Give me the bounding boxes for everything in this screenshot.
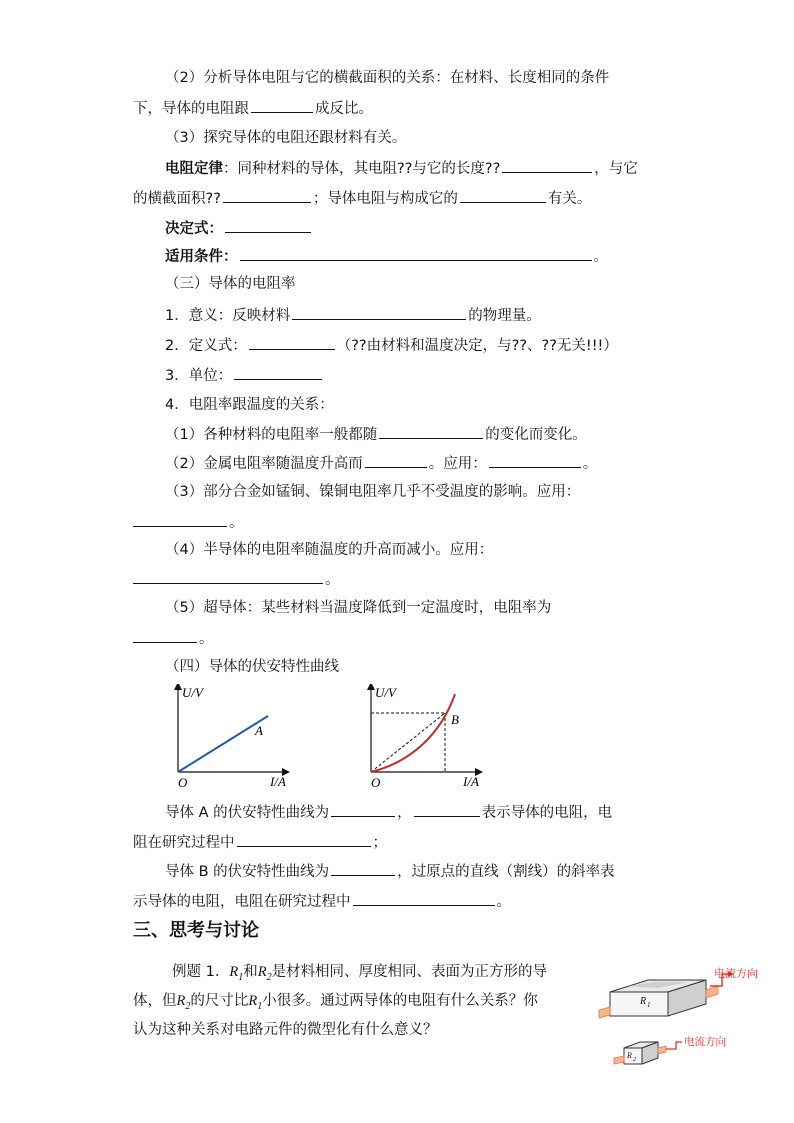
origin-label: O <box>371 775 381 790</box>
text: 3．单位： <box>165 368 233 384</box>
text: 导体 B 的伏安特性曲线为 <box>165 864 330 880</box>
curve-b-line <box>371 694 455 772</box>
svg-text:R: R <box>640 996 647 1007</box>
cond-b-line2 <box>133 891 511 912</box>
text: 。应用： <box>428 456 487 472</box>
text: 例题 1． <box>172 964 230 980</box>
answer-blank[interactable] <box>133 512 227 527</box>
para-2-line2 <box>133 98 373 119</box>
text: ， <box>397 805 412 821</box>
decide-line <box>165 218 313 239</box>
text: 的变化而变化。 <box>485 427 587 443</box>
r2-sub: 2 <box>185 1000 191 1012</box>
law-line2 <box>133 188 591 209</box>
r1-sub: 1 <box>238 971 244 983</box>
text: ，过原点的直线（割线）的斜率表 <box>397 864 615 880</box>
origin-label: O <box>178 775 188 790</box>
law-label: 电阻定律 <box>165 161 223 177</box>
answer-blank[interactable] <box>331 861 395 876</box>
law-line1 <box>165 158 638 179</box>
cond-b-line1 <box>165 861 615 882</box>
r1-sub: 1 <box>257 1000 263 1012</box>
rho-5: （5）超导体：某些材料当温度降低到一定温度时，电阻率为 <box>165 600 552 616</box>
svg-text:1: 1 <box>647 1001 651 1009</box>
text: 小很多。通过两导体的电阻有什么关系？你 <box>262 993 538 1009</box>
curve-b-label: B <box>451 712 459 727</box>
item-4: 4．电阻率跟温度的关系： <box>165 397 334 413</box>
text: （1）各种材料的电阻率一般都随 <box>165 427 378 443</box>
text: 。 <box>199 631 214 647</box>
r1-symbol: R <box>248 993 258 1009</box>
graph-a <box>168 684 298 794</box>
rho-3-cont <box>133 512 244 533</box>
secant-line <box>371 713 445 772</box>
resistor-blocks-figure <box>596 966 766 1078</box>
answer-blank[interactable] <box>225 218 311 233</box>
answer-blank[interactable] <box>489 453 581 468</box>
cond-a-line1 <box>165 802 612 823</box>
answer-blank[interactable] <box>234 365 322 380</box>
apply-label: 适用条件： <box>165 249 238 265</box>
text: （2）金属电阻率随温度升高而 <box>165 456 363 472</box>
answer-blank[interactable] <box>365 453 427 468</box>
text: 。 <box>593 249 608 265</box>
rho-1 <box>165 424 587 445</box>
para-3: （3）探究导体的电阻还跟材料有关。 <box>165 130 407 146</box>
answer-blank[interactable] <box>379 424 483 439</box>
text: 体，但 <box>133 993 177 1009</box>
current-label-2: 电流方向 <box>684 1037 726 1048</box>
rho-2 <box>165 453 597 474</box>
text: 表示导体的电阻，电 <box>481 805 613 821</box>
text: 的尺寸比 <box>190 993 249 1009</box>
current-label-1: 电流方向 <box>714 968 758 980</box>
section-4-title: （四）导体的伏安特性曲线 <box>165 659 339 675</box>
cond-a-line2 <box>133 832 387 853</box>
rho-4: （4）半导体的电阻率随温度的升高而减小。应用： <box>165 542 494 558</box>
text: 的横截面积?? <box>133 191 221 207</box>
r1-symbol: R <box>229 964 239 980</box>
text: ；导体电阻与构成它的 <box>312 191 458 207</box>
text: 。 <box>496 894 511 910</box>
text: 1．意义：反映材料 <box>165 308 291 324</box>
example-line1 <box>172 962 547 988</box>
example-line2 <box>133 991 538 1017</box>
text: ，与它 <box>594 161 638 177</box>
graph-b <box>361 684 491 794</box>
text: ：同种材料的导体，其电阻??与它的长度?? <box>223 161 501 177</box>
section-heading: 三、思考与讨论 <box>133 920 259 941</box>
text: 。 <box>582 456 598 472</box>
text: 是材料相同、厚度相同、表面为正方形的导 <box>271 964 548 980</box>
text: 。 <box>229 515 244 531</box>
y-axis-label: U/V <box>182 685 203 700</box>
y-axis-label: U/V <box>375 685 396 700</box>
answer-blank[interactable] <box>353 891 495 906</box>
block-r2 <box>614 1042 666 1064</box>
example-line3: 认为这种关系对电路元件的微型化有什么意义？ <box>133 1022 438 1038</box>
answer-blank[interactable] <box>223 188 311 203</box>
r2-symbol: R <box>257 964 267 980</box>
text: ； <box>372 835 387 851</box>
text: 2．定义式： <box>165 338 247 354</box>
answer-blank[interactable] <box>460 188 546 203</box>
text: 。 <box>325 572 340 588</box>
apply-line <box>165 246 608 267</box>
item-2 <box>165 335 618 356</box>
curve-a-label: A <box>255 723 263 738</box>
text: 和 <box>243 964 258 980</box>
answer-blank[interactable] <box>237 832 371 847</box>
text: （??由材料和温度决定，与??、??无关!!!） <box>336 338 618 354</box>
item-1 <box>165 305 541 326</box>
para-2-line1: （2）分析导体电阻与它的横截面积的关系：在材料、长度相同的条件 <box>165 70 610 86</box>
answer-blank[interactable] <box>240 246 592 261</box>
x-axis-label: I/A <box>463 774 479 789</box>
answer-blank[interactable] <box>331 802 395 817</box>
text: 示导体的电阻，电阻在研究过程中 <box>133 894 351 910</box>
rho-4-cont <box>133 569 340 590</box>
rho-3: （3）部分合金如锰铜、镍铜电阻率几乎不受温度的影响。应用： <box>165 484 581 500</box>
item-3 <box>165 365 324 386</box>
block-r1 <box>599 980 718 1018</box>
r2-symbol: R <box>176 993 186 1009</box>
text: 阻在研究过程中 <box>133 835 235 851</box>
decide-label: 决定式： <box>165 221 223 237</box>
svg-text:2: 2 <box>633 1057 636 1063</box>
answer-blank[interactable] <box>133 569 323 584</box>
text: 的物理量。 <box>468 308 541 324</box>
r2-sub: 2 <box>266 971 272 983</box>
svg-text:R: R <box>627 1051 632 1060</box>
answer-blank[interactable] <box>414 802 480 817</box>
x-axis-label: I/A <box>270 774 286 789</box>
answer-blank[interactable] <box>502 158 592 173</box>
answer-blank[interactable] <box>249 335 335 350</box>
text: 成反比。 <box>315 101 373 117</box>
text: 导体 A 的伏安特性曲线为 <box>165 805 330 821</box>
text: 下，导体的电阻跟 <box>133 101 249 117</box>
rho-5-cont <box>133 628 214 649</box>
text: 有关。 <box>547 191 592 207</box>
current-arrow-2 <box>666 1042 682 1049</box>
answer-blank[interactable] <box>133 628 197 643</box>
answer-blank[interactable] <box>292 305 466 320</box>
section-3-title: （三）导体的电阻率 <box>165 276 296 292</box>
answer-blank[interactable] <box>251 98 313 113</box>
